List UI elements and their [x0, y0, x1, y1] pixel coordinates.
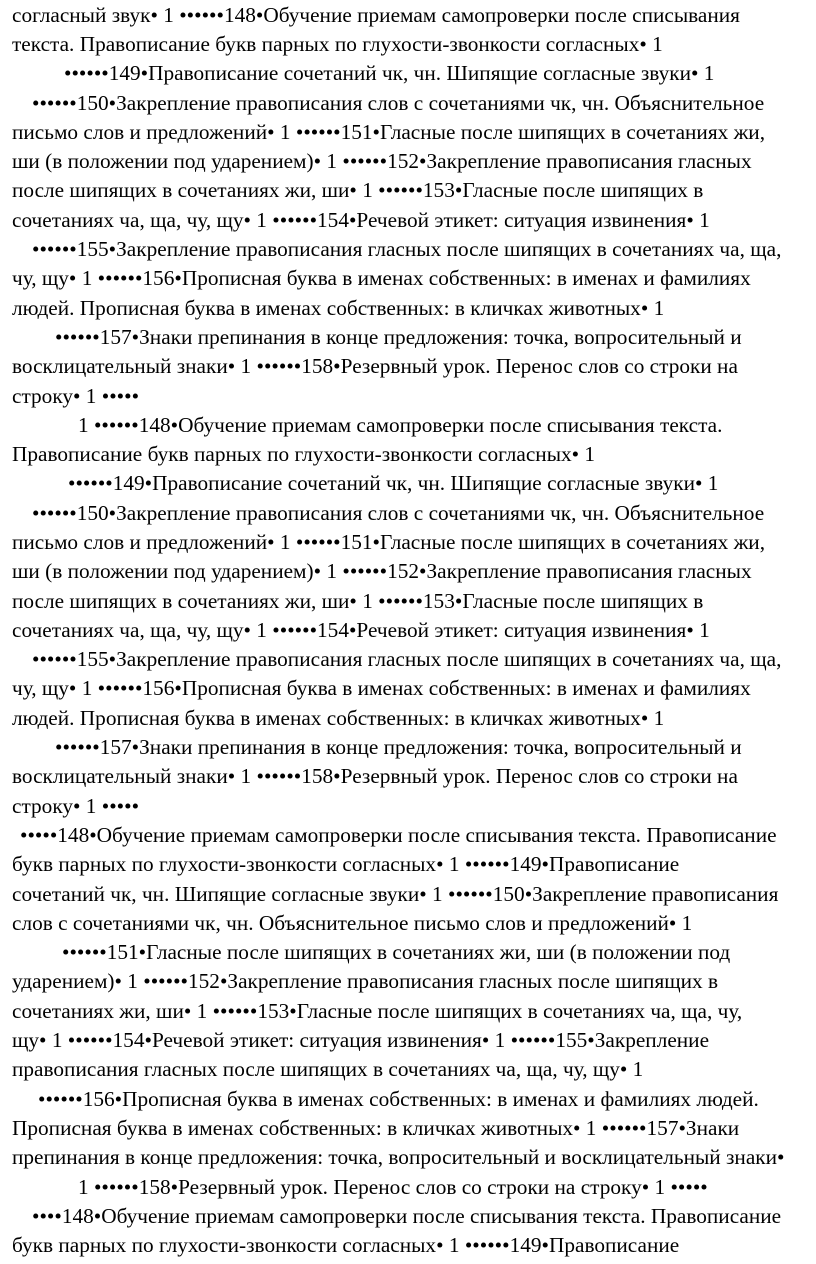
text-line: ••••••150•Закрепление правописания слов с сочетаниями чк, чн. Объяснительное [32, 91, 765, 115]
text-line: восклицательный знаки• 1 ••••••158•Резервный урок. Перенос слов со строки на [12, 764, 738, 788]
text-line: сочетаниях жи, ши• 1 ••••••153•Гласные после шипящих в сочетаниях ча, ща, чу, [12, 999, 743, 1023]
text-line: ••••••157•Знаки препинания в конце предложения: точка, вопросительный и [55, 735, 742, 759]
text-line: ••••••155•Закрепление правописания гласных после шипящих в сочетаниях ча, ща, [32, 237, 782, 261]
text-line: ударением)• 1 ••••••152•Закрепление правописания гласных после шипящих в [12, 969, 719, 993]
text-line: людей. Прописная буква в именах собственных: в кличках животных• 1 [12, 296, 665, 320]
text-line: после шипящих в сочетаниях жи, ши• 1 ••••••153•Гласные после шипящих в [12, 589, 704, 613]
text-line: сочетаний чк, чн. Шипящие согласные звуки• 1 ••••••150•Закрепление правописания [12, 882, 779, 906]
text-line: ••••••151•Гласные после шипящих в сочетаниях жи, ши (в положении под [62, 940, 731, 964]
text-line: ••••••155•Закрепление правописания гласных после шипящих в сочетаниях ча, ща, [32, 647, 782, 671]
text-line: •••••148•Обучение приемам самопроверки после списывания текста. Правописание [20, 823, 777, 847]
text-line: 1 ••••••158•Резервный урок. Перенос слов со строки на строку• 1 ••••• [78, 1175, 708, 1199]
text-line: Прописная буква в именах собственных: в кличках животных• 1 ••••••157•Знаки [12, 1116, 740, 1140]
text-line: букв парных по глухости-звонкости согласных• 1 ••••••149•Правописание [12, 852, 680, 876]
text-line: строку• 1 ••••• [12, 794, 140, 818]
text-line: сочетаниях ча, ща, чу, щу• 1 ••••••154•Речевой этикет: ситуация извинения• 1 [12, 208, 710, 232]
text-line: людей. Прописная буква в именах собственных: в кличках животных• 1 [12, 706, 665, 730]
text-line: Правописание букв парных по глухости-звонкости согласных• 1 [12, 442, 596, 466]
text-line: чу, щу• 1 ••••••156•Прописная буква в именах собственных: в именах и фамилиях [12, 676, 751, 700]
text-line: строку• 1 ••••• [12, 384, 140, 408]
text-line: ••••••157•Знаки препинания в конце предложения: точка, вопросительный и [55, 325, 742, 349]
text-line: букв парных по глухости-звонкости согласных• 1 ••••••149•Правописание [12, 1233, 680, 1257]
text-line: согласный звук• 1 ••••••148•Обучение приемам самопроверки после списывания [12, 3, 740, 27]
text-line: ши (в положении под ударением)• 1 ••••••152•Закрепление правописания гласных [12, 149, 752, 173]
text-line: текста. Правописание букв парных по глухости-звонкости согласных• 1 [12, 32, 663, 56]
text-line: ••••148•Обучение приемам самопроверки после списывания текста. Правописание [32, 1204, 782, 1228]
text-line: ••••••150•Закрепление правописания слов с сочетаниями чк, чн. Объяснительное [32, 501, 765, 525]
text-line: слов с сочетаниями чк, чн. Объяснительное письмо слов и предложений• 1 [12, 911, 693, 935]
text-line: письмо слов и предложений• 1 ••••••151•Гласные после шипящих в сочетаниях жи, [12, 530, 766, 554]
text-line: щу• 1 ••••••154•Речевой этикет: ситуация извинения• 1 ••••••155•Закрепление [12, 1028, 710, 1052]
text-line: письмо слов и предложений• 1 ••••••151•Гласные после шипящих в сочетаниях жи, [12, 120, 766, 144]
text-line: ••••••149•Правописание сочетаний чк, чн. Шипящие согласные звуки• 1 [68, 471, 719, 495]
text-line: восклицательный знаки• 1 ••••••158•Резервный урок. Перенос слов со строки на [12, 354, 738, 378]
text-line: 1 ••••••148•Обучение приемам самопроверки после списывания текста. [78, 413, 723, 437]
text-line: препинания в конце предложения: точка, вопросительный и восклицательный знаки• [12, 1145, 785, 1169]
text-line: ••••••156•Прописная буква в именах собственных: в именах и фамилиях людей. [38, 1087, 759, 1111]
text-line: ши (в положении под ударением)• 1 ••••••152•Закрепление правописания гласных [12, 559, 752, 583]
text-line: ••••••149•Правописание сочетаний чк, чн. Шипящие согласные звуки• 1 [64, 61, 715, 85]
text-line: чу, щу• 1 ••••••156•Прописная буква в именах собственных: в именах и фамилиях [12, 266, 751, 290]
text-line: правописания гласных после шипящих в сочетаниях ча, ща, чу, щу• 1 [12, 1057, 644, 1081]
text-line: сочетаниях ча, ща, чу, щу• 1 ••••••154•Речевой этикет: ситуация извинения• 1 [12, 618, 710, 642]
text-line: после шипящих в сочетаниях жи, ши• 1 ••••••153•Гласные после шипящих в [12, 178, 704, 202]
